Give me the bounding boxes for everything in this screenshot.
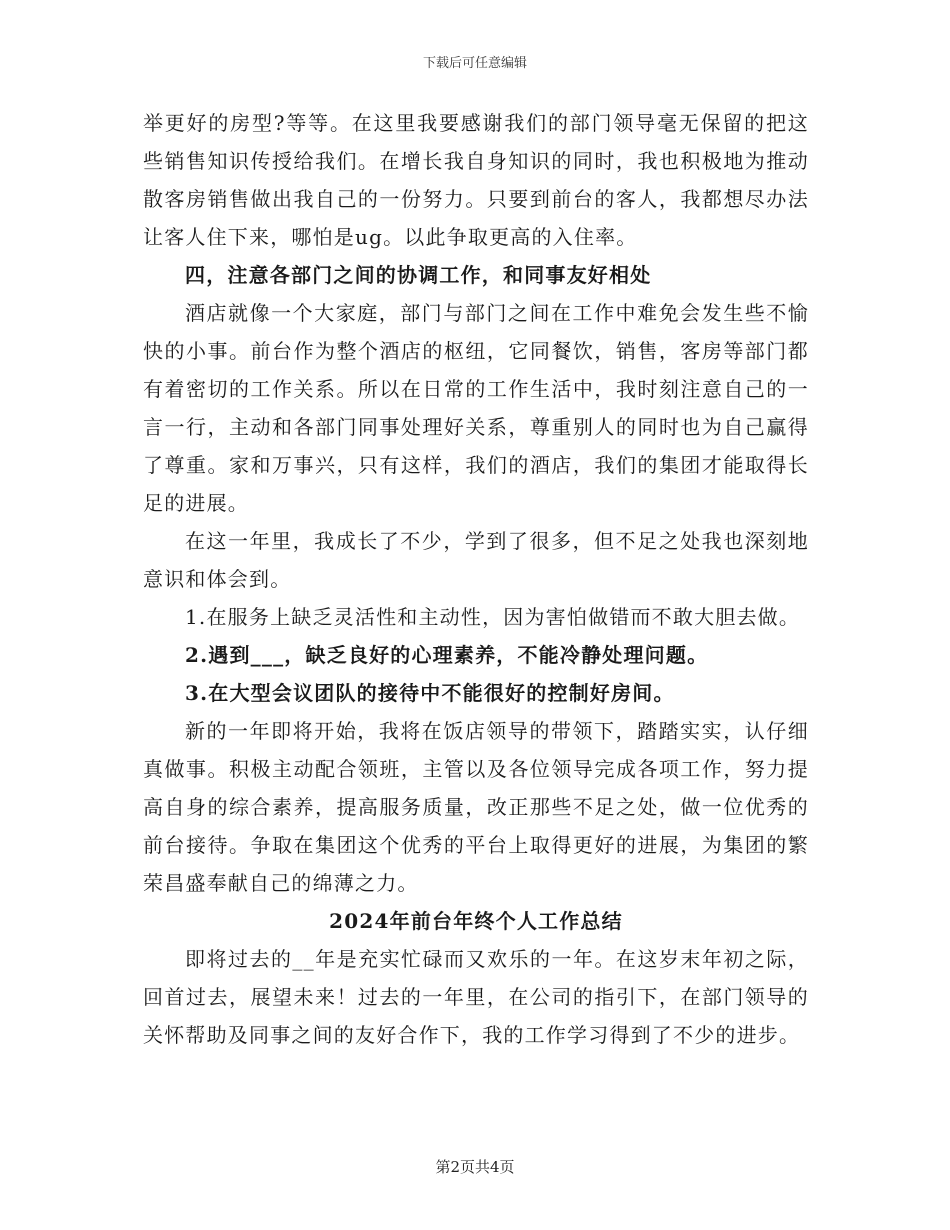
paragraph-continued: 举更好的房型?等等。在这里我要感谢我们的部门领导毫无保留的把这些销售知识传授给我们。在增长我自身知识的同时，我也积极地为推动散客房销售做出我自己的一份努力。只要到前台的客人，我都想尽办法让客人住下来，哪怕是ug。以此争取更高的入住率。 <box>143 111 809 249</box>
document-title: 2024年前台年终个人工作总结 <box>329 909 623 933</box>
shortcoming-item-1: 1.在服务上缺乏灵活性和主动性，因为害怕做错而不敢大胆去做。 <box>185 605 801 629</box>
section-heading-four: 四，注意各部门之间的协调工作，和同事友好相处 <box>185 263 652 287</box>
document-body <box>143 104 809 1054</box>
page-header: 下载后可任意编辑 <box>422 56 527 71</box>
shortcoming-item-2: 2.遇到___，缺乏良好的心理素养，不能冷静处理问题。 <box>185 643 709 667</box>
paragraph-hotel-family: 酒店就像一个大家庭，部门与部门之间在工作中难免会发生些不愉快的小事。前台作为整个酒店的枢纽，它同餐饮，销售，客房等部门都有着密切的工作关系。所以在日常的工作生活中，我时刻注意自己的一言一行，主动和各部门同事处理好关系，尊重别人的同时也为自己赢得了尊重。家和万事兴，只有这样，我们的酒店，我们的集团才能取得长足的进展。 <box>143 301 809 515</box>
page-footer: 第2页共4页 <box>435 1158 515 1176</box>
paragraph-intro: 即将过去的__年是充实忙碌而又欢乐的一年。在这岁末年初之际，回首过去，展望未来！过去的一年里，在公司的指引下，在部门领导的关怀帮助及同事之间的友好合作下，我的工作学习得到了不少的进步。 <box>143 947 809 1047</box>
shortcoming-item-3: 3.在大型会议团队的接待中不能很好的控制好房间。 <box>185 681 675 705</box>
paragraph-new-year: 新的一年即将开始，我将在饭店领导的带领下，踏踏实实，认仔细真做事。积极主动配合领班，主管以及各位领导完成各项工作，努力提高自身的综合素养，提高服务质量，改正那些不足之处，做一位优秀的前台接待。争取在集团这个优秀的平台上取得更好的进展，为集团的繁荣昌盛奉献自己的绵薄之力。 <box>143 719 809 895</box>
paragraph-growth: 在这一年里，我成长了不少，学到了很多，但不足之处我也深刻地意识和体会到。 <box>143 529 809 591</box>
